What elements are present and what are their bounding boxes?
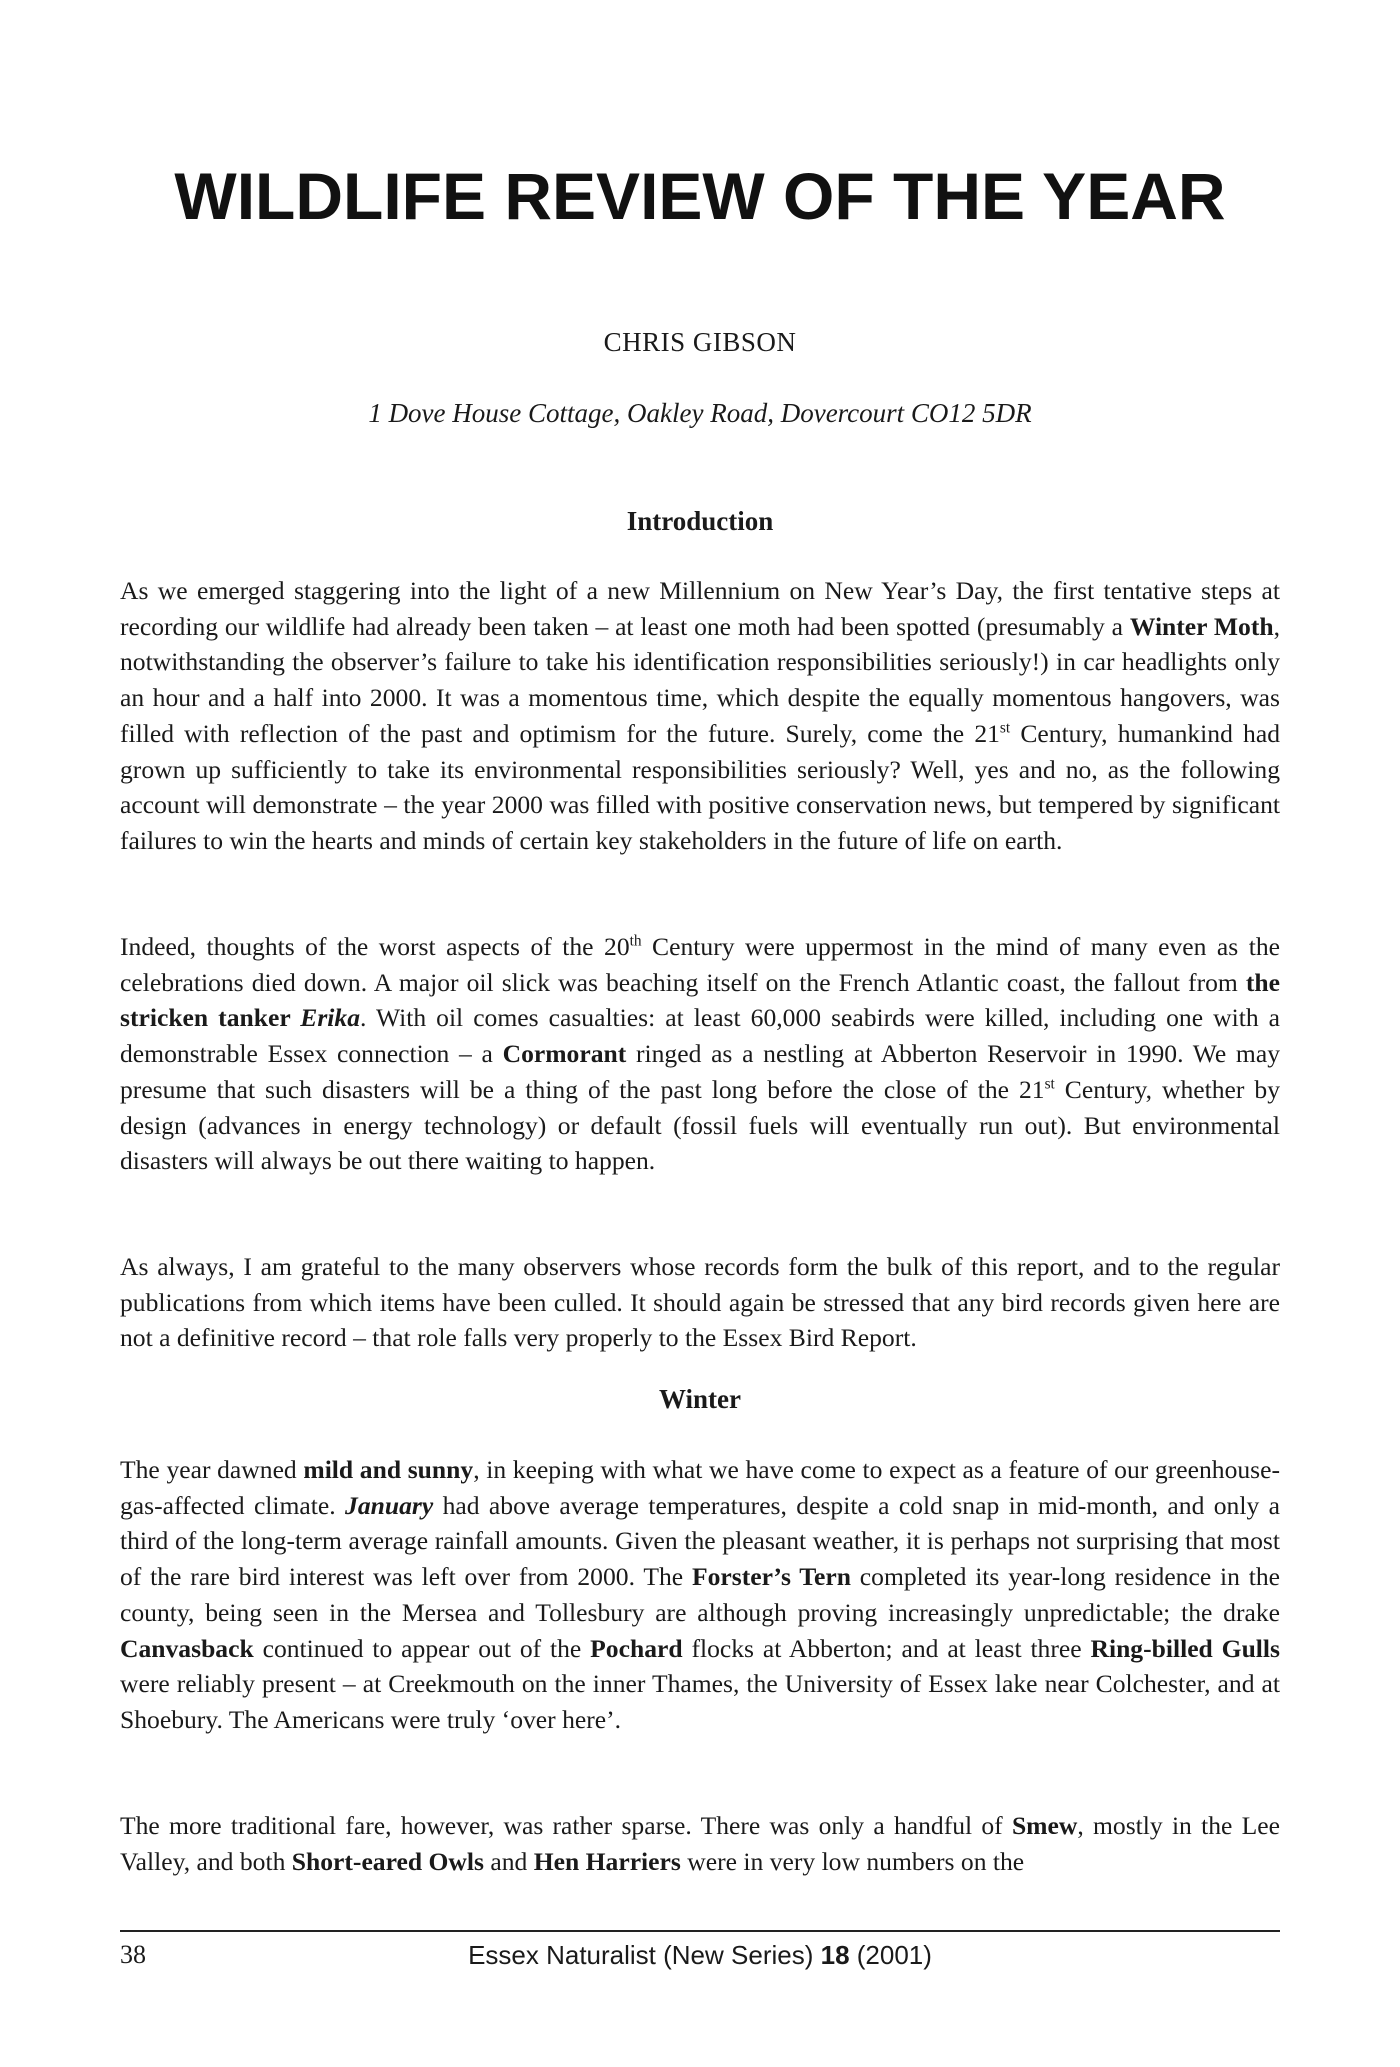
text-run: and	[483, 1846, 534, 1876]
month-name: January	[345, 1490, 434, 1520]
superscript: st	[1044, 1075, 1055, 1093]
text-run: , notwithstanding the observer’s failure to take his identification responsibilities seriously!) in car headlights only an hour and a half into 2000. It was a momentous time, which despite the equally momentous hangovers, was filled with reflection of the past and optimism for the future. Surely, come the 21	[120, 611, 1280, 748]
superscript: st	[999, 719, 1011, 737]
section-heading-winter: Winter	[659, 1384, 741, 1414]
species-name: Canvasback	[120, 1633, 254, 1663]
paragraph-winter-2	[120, 1808, 1280, 1879]
paragraph-intro-2	[120, 929, 1280, 1179]
paragraph-intro-3: As always, I am grateful to the many observers whose records form the bulk of this report, and to the regular publications from which items have been culled. It should again be stressed that any bird records given here are not a definitive record – that role falls very properly to the Essex Bird Report.	[120, 1252, 1280, 1353]
text-run: Century, humankind had grown up sufficiently to take its environmental responsibilities seriously? Well, yes and no, as the following account will demonstrate – the year 2000 was filled with positive conservation news, but tempered by significant failures to win the hearts and minds of certain key stakeholders in the future of life on earth.	[120, 718, 1280, 855]
text-run: Indeed, thoughts of the worst aspects of the 20	[120, 932, 630, 961]
page-number: 38	[120, 1940, 146, 1969]
text-run: The more traditional fare, however, was rather sparse. There was only a handful of	[120, 1811, 1012, 1840]
journal-year: (2001)	[849, 1940, 932, 1970]
section-heading-introduction: Introduction	[626, 506, 774, 536]
text-run: completed its year-long residence in the county, being seen in the Mersea and Tollesbury are although proving increasingly unpredictable; the drake	[120, 1562, 1280, 1627]
text-run: , mostly in the Lee Valley, and both	[120, 1811, 1280, 1876]
species-name: Cormorant	[502, 1039, 627, 1069]
bold-text: mild and sunny	[303, 1455, 474, 1484]
document-page	[120, 0, 1280, 2067]
text-run: Century, whether by design (advances in energy technology) or default (fossil fuels will eventually run out). But environmental disasters will always be out there waiting to happen.	[120, 1074, 1280, 1176]
ship-name: Erika	[300, 1003, 360, 1033]
text-run: had above average temperatures, despite a cold snap in mid-month, and only a third of the long-term average rainfall amounts. Given the pleasant weather, it is perhaps not surprising that most of the rare bird interest was left over from 2000. The	[120, 1490, 1280, 1592]
text-run: continued to appear out of the	[253, 1633, 591, 1663]
species-name: Forster’s Tern	[691, 1562, 851, 1592]
journal-name: Essex Naturalist (New Series)	[468, 1940, 821, 1970]
journal-volume: 18	[820, 1940, 850, 1970]
superscript: th	[629, 932, 642, 950]
text-run: were reliably present – at Creekmouth on the inner Thames, the University of Essex lake near Colchester, and at Shoebury. The Americans were truly ‘over here’.	[120, 1669, 1280, 1734]
species-name: Short-eared Owls	[291, 1846, 484, 1876]
paragraph-winter-1	[120, 1452, 1280, 1738]
species-name: Winter Moth	[1129, 611, 1274, 641]
text-run: , in keeping with what we have come to expect as a feature of our greenhouse-gas-affected climate.	[120, 1455, 1281, 1520]
text-run: were in very low numbers on the	[680, 1846, 1025, 1876]
bold-text: the stricken tanker	[120, 967, 1280, 1033]
species-name: Hen Harriers	[533, 1846, 681, 1876]
text-run: . With oil comes casualties: at least 60,000 seabirds were killed, including one with a demonstrable Essex connection – a	[120, 1003, 1281, 1069]
species-name: Ring-billed Gulls	[1090, 1633, 1280, 1663]
author-name: CHRIS GIBSON	[603, 327, 797, 357]
text-run: flocks at Abberton; and at least three	[682, 1633, 1091, 1663]
text-run: As we emerged staggering into the light of a new Millennium on New Year’s Day, the first tentative steps at recording our wildlife had already been taken – at least one moth had been spotted (presumably a	[120, 576, 1280, 641]
text-run: Century were uppermost in the mind of many even as the celebrations died down. A major oil slick was beaching itself on the French Atlantic coast, the fallout from	[120, 932, 1280, 997]
species-name: Pochard	[590, 1633, 683, 1663]
article-title: WILDLIFE REVIEW OF THE YEAR	[174, 159, 1226, 233]
author-address: 1 Dove House Cottage, Oakley Road, Dovercourt CO12 5DR	[368, 398, 1032, 428]
footer-divider	[120, 1930, 1280, 1932]
text-run: ringed as a nestling at Abberton Reservoir in 1990. We may presume that such disasters will be a thing of the past long before the close of the 21	[120, 1039, 1280, 1104]
text-run: The year dawned	[120, 1455, 304, 1484]
species-name: Smew	[1011, 1811, 1078, 1840]
paragraph-intro-1	[120, 573, 1280, 859]
journal-citation	[120, 1940, 1280, 1971]
